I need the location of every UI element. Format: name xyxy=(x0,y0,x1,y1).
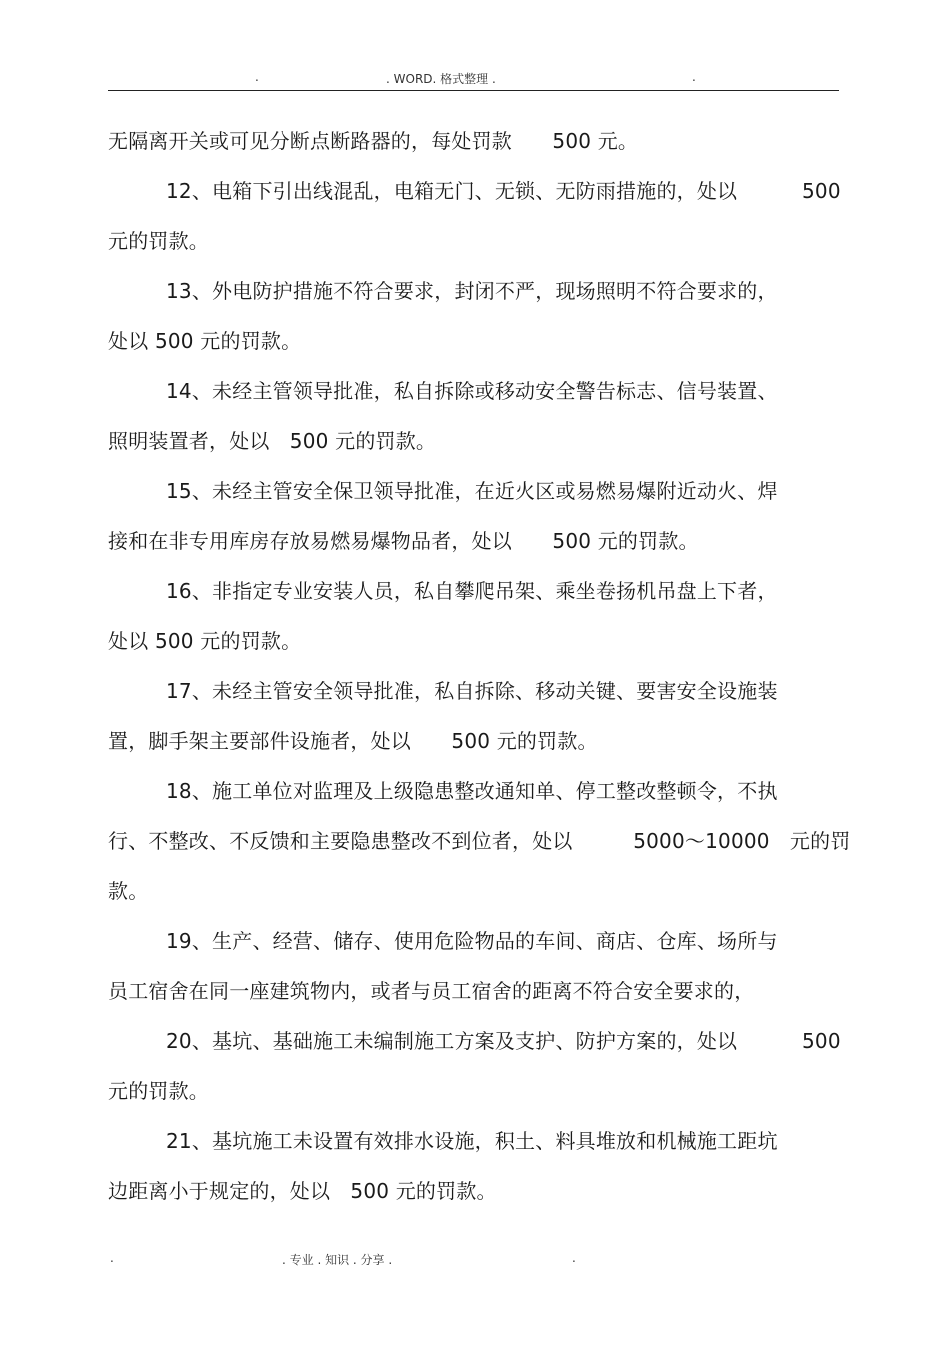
text-line: 14、未经主管领导批准，私自拆除或移动安全警告标志、信号装置、 xyxy=(166,379,778,403)
footer-dot-left: . xyxy=(110,1251,114,1265)
text-line: 边距离小于规定的，处以 500 元的罚款。 xyxy=(108,1179,497,1203)
text-line: 员工宿舍在同一座建筑物内，或者与员工宿舍的距离不符合安全要求的， xyxy=(108,979,755,1003)
text-line: 17、未经主管安全领导批准，私自拆除、移动关键、要害安全设施装 xyxy=(166,679,778,703)
text-line: 置，脚手架主要部件设施者，处以 500 元的罚款。 xyxy=(108,729,598,753)
text-line: 16、非指定专业安装人员，私自攀爬吊架、乘坐卷扬机吊盘上下者， xyxy=(166,579,778,603)
header-dot-right: . xyxy=(692,70,696,84)
text-line: 15、未经主管安全保卫领导批准，在近火区或易燃易爆附近动火、焊 xyxy=(166,479,778,503)
header-rule xyxy=(108,90,839,91)
text-line: 无隔离开关或可见分断点断路器的，每处罚款 500 元。 xyxy=(108,129,639,153)
footer-dot-right: . xyxy=(572,1251,576,1265)
text-line: 18、施工单位对监理及上级隐患整改通知单、停工整改整顿令，不执 xyxy=(166,779,778,803)
text-line: 元的罚款。 xyxy=(108,1079,209,1103)
text-line: 13、外电防护措施不符合要求，封闭不严，现场照明不符合要求的， xyxy=(166,279,778,303)
text-line: 19、生产、经营、储存、使用危险物品的车间、商店、仓库、场所与 xyxy=(166,929,778,953)
text-line: 处以 500 元的罚款。 xyxy=(108,629,302,653)
text-line: 21、基坑施工未设置有效排水设施，积土、料具堆放和机械施工距坑 xyxy=(166,1129,778,1153)
footer-text: . 专业 . 知识 . 分享 . xyxy=(282,1253,393,1267)
text-line: 行、不整改、不反馈和主要隐患整改不到位者，处以 5000～10000 元的罚 xyxy=(108,829,851,853)
text-line: 接和在非专用库房存放易燃易爆物品者，处以 500 元的罚款。 xyxy=(108,529,699,553)
text-line: 500 xyxy=(802,179,841,203)
text-line: 处以 500 元的罚款。 xyxy=(108,329,302,353)
text-line: 款。 xyxy=(108,879,149,903)
text-line: 元的罚款。 xyxy=(108,229,209,253)
header-dot-left: . xyxy=(255,70,259,84)
header-title: . WORD. 格式整理 . xyxy=(386,72,496,86)
text-line: 照明装置者，处以 500 元的罚款。 xyxy=(108,429,437,453)
text-line: 20、基坑、基础施工未编制施工方案及支护、防护方案的，处以 xyxy=(166,1029,738,1053)
text-line: 12、电箱下引出线混乱，电箱无门、无锁、无防雨措施的，处以 xyxy=(166,179,738,203)
text-line: 500 xyxy=(802,1029,841,1053)
